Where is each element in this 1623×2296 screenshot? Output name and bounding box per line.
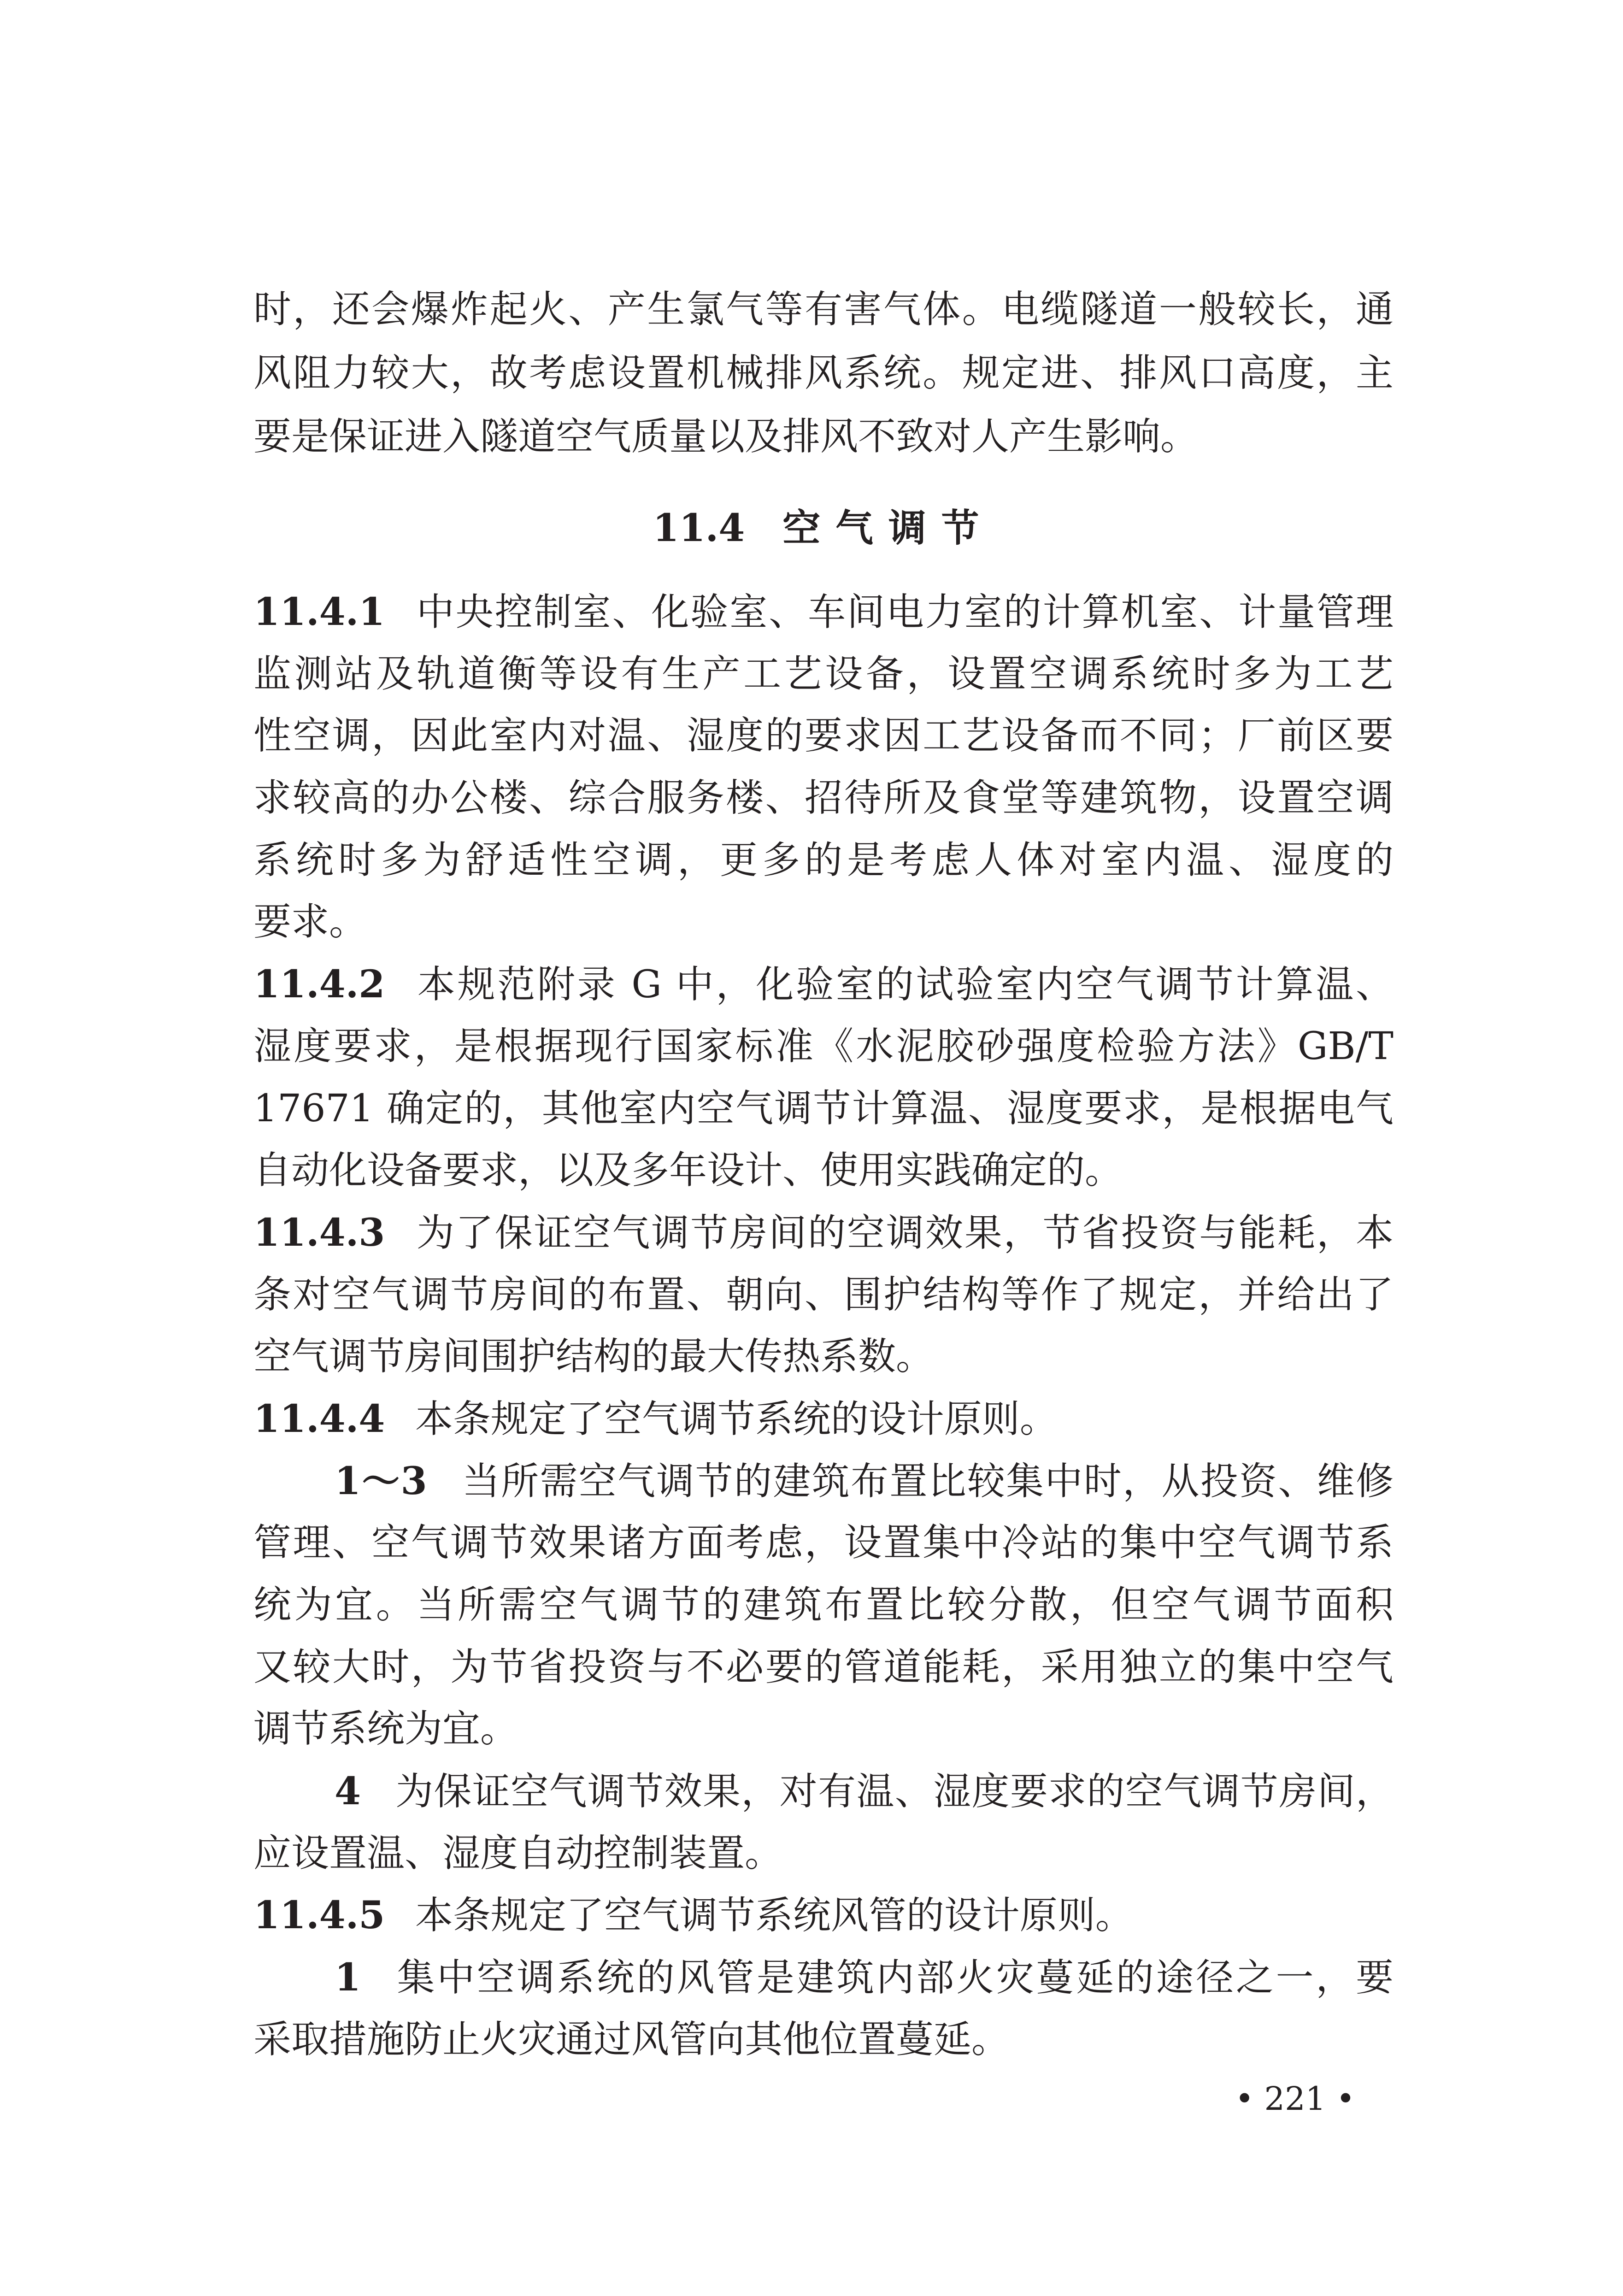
clause-item	[253, 1450, 1394, 1760]
page-number: • 221 •	[1235, 2080, 1355, 2118]
clause-text: 中央控制室、化验室、车间电力室的计算机室、计量管理	[415, 590, 1394, 634]
text-line: 条对空气调节房间的布置、朝向、围护结构等作了规定，并给出了	[253, 1272, 1394, 1317]
clause-text: 本条规定了空气调节系统风管的设计原则。	[415, 1894, 1133, 1938]
item-text: 当所需空气调节的建筑布置比较集中时，从投资、维修	[461, 1459, 1394, 1503]
clause-number: 11.4.4	[253, 1396, 385, 1441]
item-number: 1～3	[335, 1459, 427, 1503]
clause-number: 11.4.3	[253, 1210, 385, 1255]
text-line: 要是保证进入隧道空气质量以及排风不致对人产生影响。	[253, 415, 1199, 459]
text-line: 自动化设备要求，以及多年设计、使用实践确定的。	[253, 1148, 1123, 1193]
text-line: 系统时多为舒适性空调，更多的是考虑人体对室内温、湿度的	[253, 838, 1394, 882]
clause-text: 本条规定了空气调节系统的设计原则。	[415, 1397, 1058, 1441]
item-number: 4	[335, 1769, 361, 1814]
item-first-line	[253, 1947, 1394, 2009]
item-text: 集中空调系统的风管是建筑内部火灾蔓延的途径之一，要	[394, 1956, 1394, 2000]
text-line: 监测站及轨道衡等设有生产工艺设备，设置空调系统时多为工艺	[253, 652, 1394, 696]
clause-first-line	[253, 581, 1394, 643]
clause-text: 为了保证空气调节房间的空调效果，节省投资与能耗，本	[415, 1211, 1394, 1255]
item-number: 1	[335, 1955, 361, 2000]
item-first-line	[253, 1760, 1394, 1823]
item-first-line	[253, 1450, 1394, 1513]
clause-first-line	[253, 1388, 1394, 1450]
section-heading	[253, 497, 1394, 559]
clause-first-line	[253, 1884, 1394, 1947]
text-line: 空气调节房间围护结构的最大传热系数。	[253, 1335, 934, 1379]
text-line: 又较大时，为节省投资与不必要的管道能耗，采用独立的集中空气	[253, 1645, 1394, 1689]
clause-text: 本规范附录 G 中，化验室的试验室内空气调节计算温、	[415, 963, 1394, 1007]
clause-first-line	[253, 1202, 1394, 1264]
clause-number: 11.4.5	[253, 1893, 385, 1938]
text-line: 管理、空气调节效果诸方面考虑，设置集中冷站的集中空气调节系	[253, 1521, 1394, 1565]
text-line: 17671 确定的，其他室内空气调节计算温、湿度要求，是根据电气	[253, 1086, 1394, 1130]
clause-11-4-1	[253, 581, 1394, 954]
clause-first-line	[253, 954, 1394, 1016]
text-line: 调节系统为宜。	[253, 1707, 518, 1751]
clause-number: 11.4.1	[253, 590, 385, 634]
clause-number: 11.4.2	[253, 962, 385, 1007]
text-line: 风阻力较大，故考虑设置机械排风系统。规定进、排风口高度，主	[253, 351, 1394, 395]
text-line: 统为宜。当所需空气调节的建筑布置比较分散，但空气调节面积	[253, 1583, 1394, 1627]
clause-item	[253, 1947, 1394, 2071]
text-line: 求较高的办公楼、综合服务楼、招待所及食堂等建筑物，设置空调	[253, 776, 1394, 820]
text-line: 应设置温、湿度自动控制装置。	[253, 1831, 783, 1875]
item-text: 为保证空气调节效果，对有温、湿度要求的空气调节房间，	[394, 1770, 1394, 1814]
text-line: 要求。	[253, 900, 367, 944]
text-line: 湿度要求，是根据现行国家标准《水泥胶砂强度检验方法》GB/T	[253, 1024, 1394, 1068]
clause-11-4-4	[253, 1388, 1394, 1885]
continuation-paragraph	[253, 278, 1394, 469]
section-number: 11.4	[653, 506, 745, 550]
text-line: 时，还会爆炸起火、产生氯气等有害气体。电缆隧道一般较长，通	[253, 288, 1394, 331]
section-title: 空气调节	[782, 506, 994, 550]
text-line: 性空调，因此室内对温、湿度的要求因工艺设备而不同；厂前区要	[253, 714, 1394, 758]
text-line: 采取措施防止火灾通过风管向其他位置蔓延。	[253, 2017, 1010, 2061]
clause-item	[253, 1760, 1394, 1884]
section-body	[253, 581, 1394, 2071]
clause-11-4-5	[253, 1884, 1394, 2071]
clause-11-4-2	[253, 954, 1394, 1202]
text-column	[253, 278, 1394, 2071]
clause-11-4-3	[253, 1202, 1394, 1388]
